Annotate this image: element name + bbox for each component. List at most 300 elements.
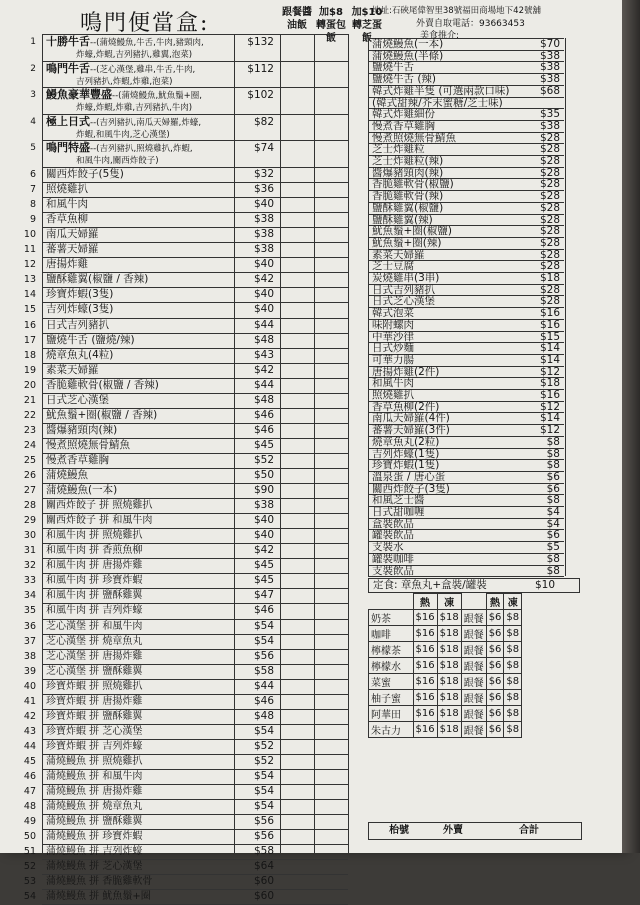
item-number: 48 <box>23 801 36 813</box>
drink-name: 菜蜜 <box>369 674 414 690</box>
drink-row <box>369 610 522 626</box>
item-name: 魷魚鬚+圈(椒鹽) <box>372 225 452 238</box>
item-name: 罐裝咖啡 <box>372 552 414 565</box>
drink-name: 阿華田 <box>369 706 414 722</box>
item-price: $38 <box>539 49 560 62</box>
item-price: $54 <box>253 724 274 737</box>
item-price: $28 <box>539 248 560 261</box>
item-price: $28 <box>539 155 560 167</box>
item-price: $16 <box>539 389 560 401</box>
drink-set-label: 跟餐 <box>461 706 486 722</box>
drink-set-label: 跟餐 <box>461 642 486 658</box>
item-name: 慢煮香草雞胸 <box>46 453 109 466</box>
item-number: 36 <box>23 620 36 632</box>
drinks-grid <box>368 593 522 738</box>
set-contents: --(吉列豬扒,照燒雞扒,炸蝦, <box>90 144 193 155</box>
drink-cold-price: $18 <box>437 658 461 674</box>
main-menu-grid <box>23 34 362 903</box>
item-number: 52 <box>23 861 36 873</box>
col-sauce-rice: 跟餐醬油飯 <box>282 7 312 31</box>
drink-set-cold-price: $8 <box>504 722 522 738</box>
item-price: $32 <box>253 168 274 180</box>
grid-vline <box>348 34 349 853</box>
item-name: 關西炸餃子(3隻) <box>372 482 450 495</box>
set-contents: --(吉列豬扒,南瓜天婦羅,炸蠔, <box>90 117 202 128</box>
set-name: 鰻魚豪華豐盛 <box>46 88 112 102</box>
item-price: $45 <box>253 559 274 572</box>
set-contents-2: 炸蝦,和風牛肉,芝心漢堡) <box>76 129 170 140</box>
item-price: $28 <box>539 166 560 179</box>
item-price: $43 <box>253 348 274 361</box>
item-name: 珍寶炸蝦 拼 鹽酥雞翼 <box>46 710 143 722</box>
col-cheese-egg-rice: 加$10轉芝蛋飯 <box>351 7 383 44</box>
item-number: 6 <box>29 169 36 180</box>
hot-header: 熱 <box>413 594 437 610</box>
item-price: $54 <box>253 785 274 798</box>
set-contents: --(蒲燒鰻魚,魷魚鬚+圈, <box>112 91 202 102</box>
item-price: $28 <box>539 143 560 156</box>
item-name: 珍寶炸蝦(3隻) <box>46 288 114 301</box>
item-name: 和風芝士醬 <box>372 494 425 507</box>
item-name: 香脆雞軟骨(辣) <box>372 190 444 203</box>
item-number: 42 <box>23 710 36 722</box>
item-price: $56 <box>253 649 274 662</box>
item-name: 日式吉列豬扒 <box>46 318 109 331</box>
item-name: 南瓜天婦羅 <box>46 228 99 241</box>
drink-cold-price: $18 <box>437 674 461 690</box>
item-name: 蒲燒鰻魚 拼 魷魚鬚+圈 <box>46 891 151 903</box>
drink-set-hot-price: $6 <box>486 642 504 658</box>
background-edge <box>622 0 640 853</box>
drink-name: 朱古力 <box>369 722 414 738</box>
item-name: 唐揚炸雞 <box>46 258 88 271</box>
item-name: 和風牛肉 <box>372 377 414 390</box>
item-number: 15 <box>23 304 36 316</box>
set-name: 鳴門特盛 <box>46 141 90 155</box>
total-label: 合計 <box>519 825 539 836</box>
item-price: $58 <box>253 845 274 858</box>
item-name: 和風牛肉 拼 珍寶炸蝦 <box>46 575 143 587</box>
set-name: 十勝牛舌 <box>46 35 90 48</box>
item-name: 中華沙律 <box>372 330 414 343</box>
item-number: 29 <box>23 515 36 527</box>
item-price: $38 <box>253 499 274 512</box>
item-name: 日式甜咖喱 <box>372 506 425 518</box>
item-name: 和風牛肉 拼 唐揚炸雞 <box>46 560 143 572</box>
drink-row <box>369 626 522 642</box>
drink-hot-price: $16 <box>413 690 437 706</box>
item-price: $42 <box>253 544 274 557</box>
drink-name: 檸檬茶 <box>369 642 414 658</box>
item-name: 香脆雞軟骨(椒鹽 / 香辣) <box>46 378 159 391</box>
item-name: 日式芝心漢堡 <box>372 295 435 308</box>
drink-hot-price: $16 <box>413 674 437 690</box>
drinks-table <box>368 593 522 738</box>
item-price: $132 <box>247 36 274 48</box>
item-number: 35 <box>23 605 36 617</box>
item-name: 鹽酥雞翼(椒鹽) <box>372 201 444 214</box>
item-price: $46 <box>253 423 274 436</box>
item-price: $14 <box>539 353 560 366</box>
item-price: $38 <box>539 61 560 74</box>
item-name: 和風牛肉 <box>46 198 88 211</box>
drink-cold-price: $18 <box>437 706 461 722</box>
set-meal <box>30 35 274 61</box>
item-number: 9 <box>29 214 36 226</box>
item-number: 13 <box>23 274 36 286</box>
item-price: $28 <box>539 295 560 308</box>
item-price: $28 <box>539 190 560 203</box>
item-price: $38 <box>253 228 274 241</box>
item-price: $54 <box>253 770 274 782</box>
item-price: $28 <box>539 178 560 191</box>
drink-row <box>369 674 522 690</box>
item-number: 20 <box>23 379 36 391</box>
item-name: 醬爆豬頸肉(辣) <box>46 423 118 436</box>
item-number: 25 <box>23 454 36 466</box>
drink-cold-price: $18 <box>437 610 461 626</box>
item-price: $16 <box>539 318 560 331</box>
item-price: $52 <box>253 453 274 466</box>
item-price: $6 <box>546 529 560 542</box>
item-name: 味附螺肉 <box>372 318 414 331</box>
item-price: $4 <box>546 506 560 518</box>
item-price: $44 <box>253 378 274 391</box>
item-name: 珍寶炸蝦 拼 芝心漢堡 <box>46 725 143 737</box>
item-name: 關西炸餃子 拼 照燒雞扒 <box>46 500 153 512</box>
item-name: 鹽燒牛舌 <box>372 61 414 74</box>
item-price: $48 <box>253 393 274 406</box>
cold-header: 凍 <box>504 594 522 610</box>
item-number: 45 <box>23 755 36 767</box>
item-name: 炭燒雞串(3串) <box>372 272 440 284</box>
drink-name: 咖啡 <box>369 626 414 642</box>
item-price: $45 <box>253 574 274 587</box>
item-price: $36 <box>253 183 274 196</box>
item-name: 蒲燒鰻魚(一本) <box>46 484 118 497</box>
item-name: 蕃薯天婦羅(3件) <box>372 424 450 437</box>
item-price: $4 <box>546 517 560 530</box>
item-price: $38 <box>253 213 274 226</box>
item-price: $28 <box>539 201 560 214</box>
item-name: 蕃薯天婦羅 <box>46 243 99 256</box>
drink-set-hot-price: $6 <box>486 722 504 738</box>
drink-cold-price: $18 <box>437 642 461 658</box>
item-price: $40 <box>253 529 274 542</box>
item-price: $8 <box>546 564 560 577</box>
set-name: 極上日式 <box>46 114 90 128</box>
drink-hot-price: $16 <box>413 722 437 738</box>
menu-title: 鳴門便當盒: <box>80 11 210 36</box>
drink-name: 檸檬水 <box>369 658 414 674</box>
item-number: 34 <box>23 590 36 602</box>
drink-cold-price: $18 <box>437 626 461 642</box>
item-price: $28 <box>539 236 560 249</box>
item-number: 33 <box>23 575 36 587</box>
item-name: 燒章魚丸(4粒) <box>46 348 114 361</box>
item-name: 蒲燒鰻魚(一本) <box>372 38 444 50</box>
item-price: $48 <box>253 709 274 722</box>
item-name: 魷魚鬚+圈(椒鹽 / 香辣) <box>46 408 158 421</box>
item-price: $102 <box>247 89 274 102</box>
item-number: 1 <box>30 37 36 47</box>
item-number: 8 <box>29 199 36 211</box>
item-name: 芝士炸雞粒(辣) <box>372 155 444 167</box>
item-price: $14 <box>539 342 560 355</box>
item-number: 18 <box>23 349 36 361</box>
drink-row <box>369 658 522 674</box>
drink-name: 奶茶 <box>369 610 414 626</box>
item-name: 芝士豆腐 <box>372 260 414 273</box>
item-price: $45 <box>253 438 274 451</box>
drink-set-hot-price: $6 <box>486 674 504 690</box>
item-price: $60 <box>253 890 274 903</box>
drink-set-label: 跟餐 <box>461 626 486 642</box>
item-price: $40 <box>253 198 274 211</box>
item-name: (韓式甜辣/芥末蜜糖/芝士味) <box>372 96 503 109</box>
drink-row <box>369 706 522 722</box>
item-number: 51 <box>23 846 36 858</box>
item-price: $56 <box>253 815 274 828</box>
grid-vline <box>314 34 315 853</box>
item-name: 南瓜天婦羅(4件) <box>372 412 450 425</box>
item-name: 珍寶炸蝦 拼 吉列炸蠔 <box>46 740 143 752</box>
item-price: $90 <box>253 484 274 497</box>
item-name: 珍寶炸蝦(1隻) <box>372 459 440 472</box>
item-price: $47 <box>253 589 274 602</box>
item-price: $38 <box>253 243 274 256</box>
item-number: 37 <box>23 635 36 647</box>
item-number: 3 <box>30 90 36 101</box>
grid-vline <box>280 34 281 853</box>
drink-set-hot-price: $6 <box>486 706 504 722</box>
item-name: 韓式炸雞細份 <box>372 108 435 121</box>
drink-hot-price: $16 <box>413 610 437 626</box>
item-number: 4 <box>30 116 36 127</box>
item-name: 芝心漢堡 拼 鹽酥雞翼 <box>46 665 143 677</box>
item-name: 芝心漢堡 拼 和風牛肉 <box>46 620 143 632</box>
item-name: 鹽酥雞翼(辣) <box>372 213 433 226</box>
hot-header: 熱 <box>486 594 504 610</box>
item-name: 照燒雞扒 <box>372 389 414 401</box>
item-name: 罐裝飲品 <box>372 529 414 542</box>
set-meal <box>30 61 274 88</box>
item-price: $15 <box>539 330 560 343</box>
drink-set-cold-price: $8 <box>504 626 522 642</box>
item-name: 和風牛肉 拼 香煎魚柳 <box>46 545 143 557</box>
drink-row <box>369 722 522 738</box>
item-name: 慢煮照燒無骨鯖魚 <box>372 131 456 144</box>
item-name: 日式吉列豬扒 <box>372 283 435 296</box>
item-name: 香脆雞軟骨(椒鹽) <box>372 178 454 191</box>
item-price: $40 <box>253 288 274 301</box>
special-price: $10 <box>534 579 555 592</box>
set-special-row <box>368 578 580 593</box>
item-number: 32 <box>23 560 36 572</box>
order-footer <box>368 822 582 840</box>
set-contents-2: 炸蠔,炸蝦,吉列豬扒,雞翼,泡菜) <box>76 50 193 60</box>
item-name: 唐揚炸雞(2件) <box>372 365 440 378</box>
item-name: 芝士炸雞粒 <box>372 143 425 156</box>
item-price: $52 <box>253 754 274 767</box>
item-number: 54 <box>23 891 36 903</box>
drink-cold-price: $18 <box>437 690 461 706</box>
item-name: 吉列炸蠔(1隻) <box>372 447 440 460</box>
item-name: 醬爆豬頸肉(辣) <box>372 166 444 179</box>
drink-set-hot-price: $6 <box>486 626 504 642</box>
item-number: 21 <box>23 394 36 406</box>
item-name: 和風牛肉 拼 鹽酥雞翼 <box>46 590 143 602</box>
item-price: $14 <box>539 412 560 425</box>
item-price: $42 <box>253 273 274 286</box>
item-price: $12 <box>539 424 560 437</box>
item-name: 蒲燒鰻魚 拼 香脆雞軟骨 <box>46 876 153 888</box>
shop-phone: 外賣自取電話：93663453 <box>416 19 525 29</box>
item-name: 盒裝飲品 <box>372 517 414 530</box>
item-price: $54 <box>253 619 274 632</box>
item-price: $50 <box>253 469 274 481</box>
drink-set-label: 跟餐 <box>461 722 486 738</box>
item-name: 鹽酥雞翼(椒鹽 / 香辣) <box>46 273 149 286</box>
item-name: 吉列炸蠔(3隻) <box>46 303 114 316</box>
item-price: $60 <box>253 875 274 888</box>
cold-header: 凍 <box>437 594 461 610</box>
item-price: $40 <box>253 258 274 271</box>
item-name: 關西炸餃子(5隻) <box>46 168 124 180</box>
item-number: 28 <box>23 500 36 512</box>
drink-set-label: 跟餐 <box>461 674 486 690</box>
item-price: $12 <box>539 365 560 378</box>
item-name: 珍寶炸蝦 拼 唐揚炸雞 <box>46 695 143 707</box>
item-price: $54 <box>253 634 274 647</box>
drink-set-hot-price: $6 <box>486 690 504 706</box>
drink-set-cold-price: $8 <box>504 610 522 626</box>
item-price: $8 <box>546 494 560 507</box>
item-price: $28 <box>539 131 560 144</box>
item-number: 50 <box>23 831 36 843</box>
set-contents-2: 吉列豬扒,炸蝦,炸雞,泡菜) <box>76 76 173 87</box>
recommend-label: 美食推介: <box>420 31 460 41</box>
item-price: $112 <box>247 62 274 75</box>
item-price: $28 <box>539 283 560 296</box>
item-price: $40 <box>253 303 274 316</box>
item-number: 40 <box>23 680 36 692</box>
drink-hot-price: $16 <box>413 658 437 674</box>
item-price: $8 <box>546 447 560 460</box>
special-label: 定食: 章魚丸+盒裝/罐裝 <box>373 579 487 592</box>
item-price: $40 <box>253 514 274 527</box>
item-price: $46 <box>253 694 274 707</box>
item-name: 慢煮照燒無骨鯖魚 <box>46 438 130 451</box>
item-number: 5 <box>30 143 36 154</box>
item-name: 魷魚鬚+圈(辣) <box>372 236 442 249</box>
set-meal <box>30 88 274 114</box>
item-name: 蒲燒鰻魚(半條) <box>372 49 444 62</box>
item-name: 芝心漢堡 拼 唐揚炸雞 <box>46 650 143 662</box>
item-name: 素菜天婦羅 <box>372 248 425 261</box>
item-name: 蒲燒鰻魚 拼 和風牛肉 <box>46 771 143 782</box>
item-number: 53 <box>23 876 36 888</box>
item-name: 蒲燒鰻魚 拼 鹽酥雞翼 <box>46 816 143 828</box>
item-name: 日式芝心漢堡 <box>46 393 109 406</box>
item-price: $12 <box>539 400 560 413</box>
item-number: 41 <box>23 695 36 707</box>
item-name: 可華力腸 <box>372 353 414 366</box>
set-contents: --(芝心漢堡,雞串,牛舌,牛肉, <box>90 64 196 75</box>
item-price: $38 <box>539 73 560 86</box>
item-number: 14 <box>23 289 36 301</box>
item-price: $46 <box>253 604 274 617</box>
item-number: 24 <box>23 439 36 451</box>
item-name: 慢煮香草雞胸 <box>372 119 435 132</box>
drink-set-label: 跟餐 <box>461 690 486 706</box>
set-meal <box>30 114 274 141</box>
item-number: 2 <box>30 63 36 74</box>
item-price: $5 <box>546 541 560 554</box>
item-name: 和風牛肉 拼 照燒雞扒 <box>46 530 143 542</box>
item-price: $35 <box>539 108 560 121</box>
set-meal <box>30 141 274 167</box>
item-name: 支裝飲品 <box>372 564 414 577</box>
grid-hline <box>368 576 564 577</box>
item-name: 韓式炸雞半隻 (可選兩款口味) <box>372 84 510 97</box>
shop-address: 地址:石硤尾偉智里38號福田商場地下42號舖 <box>372 6 541 16</box>
item-name: 日式炒麵 <box>372 342 414 355</box>
drink-cold-price: $18 <box>437 722 461 738</box>
item-number: 43 <box>23 725 36 737</box>
item-number: 7 <box>29 184 36 196</box>
drink-set-label: 跟餐 <box>461 610 486 626</box>
item-price: $82 <box>253 115 274 128</box>
item-number: 46 <box>23 771 36 782</box>
drink-hot-price: $16 <box>413 706 437 722</box>
item-name: 溫泉蛋 / 唐心蛋 <box>372 470 446 483</box>
item-price: $54 <box>253 800 274 813</box>
item-name: 蒲燒鰻魚 拼 吉列炸蠔 <box>46 846 143 858</box>
item-number: 22 <box>23 409 36 421</box>
item-name: 關西炸餃子 拼 和風牛肉 <box>46 515 153 527</box>
item-price: $16 <box>539 307 560 320</box>
item-price: $8 <box>546 459 560 472</box>
item-name: 韓式泡菜 <box>372 307 414 320</box>
drink-set-cold-price: $8 <box>504 658 522 674</box>
item-name: 香草魚柳(2件) <box>372 400 440 413</box>
item-name: 珍寶炸蝦 拼 照燒雞扒 <box>46 680 143 692</box>
item-name: 鹽燒牛舌 (辣) <box>372 73 437 86</box>
item-number: 12 <box>23 259 36 271</box>
item-name: 蒲燒鰻魚 拼 珍寶炸蝦 <box>46 831 143 843</box>
item-price: $6 <box>546 482 560 495</box>
item-number: 31 <box>23 545 36 557</box>
drink-set-label: 跟餐 <box>461 658 486 674</box>
drink-set-cold-price: $8 <box>504 706 522 722</box>
drink-row <box>369 642 522 658</box>
drink-set-hot-price: $6 <box>486 658 504 674</box>
item-name: 蒲燒鰻魚 拼 唐揚炸雞 <box>46 786 143 798</box>
item-name: 照燒雞扒 <box>46 183 88 196</box>
item-number: 44 <box>23 740 36 752</box>
item-number: 11 <box>23 244 36 256</box>
item-price: $68 <box>539 84 560 97</box>
item-name: 和風牛肉 拼 吉列炸蠔 <box>46 605 143 617</box>
table-number-label: 枱號 <box>389 825 409 836</box>
item-number: 38 <box>23 650 36 662</box>
item-price: $28 <box>539 225 560 238</box>
drink-set-cold-price: $8 <box>504 690 522 706</box>
takeaway-label: 外賣 <box>443 825 463 836</box>
item-number: 23 <box>23 424 36 436</box>
item-price: $44 <box>253 679 274 692</box>
